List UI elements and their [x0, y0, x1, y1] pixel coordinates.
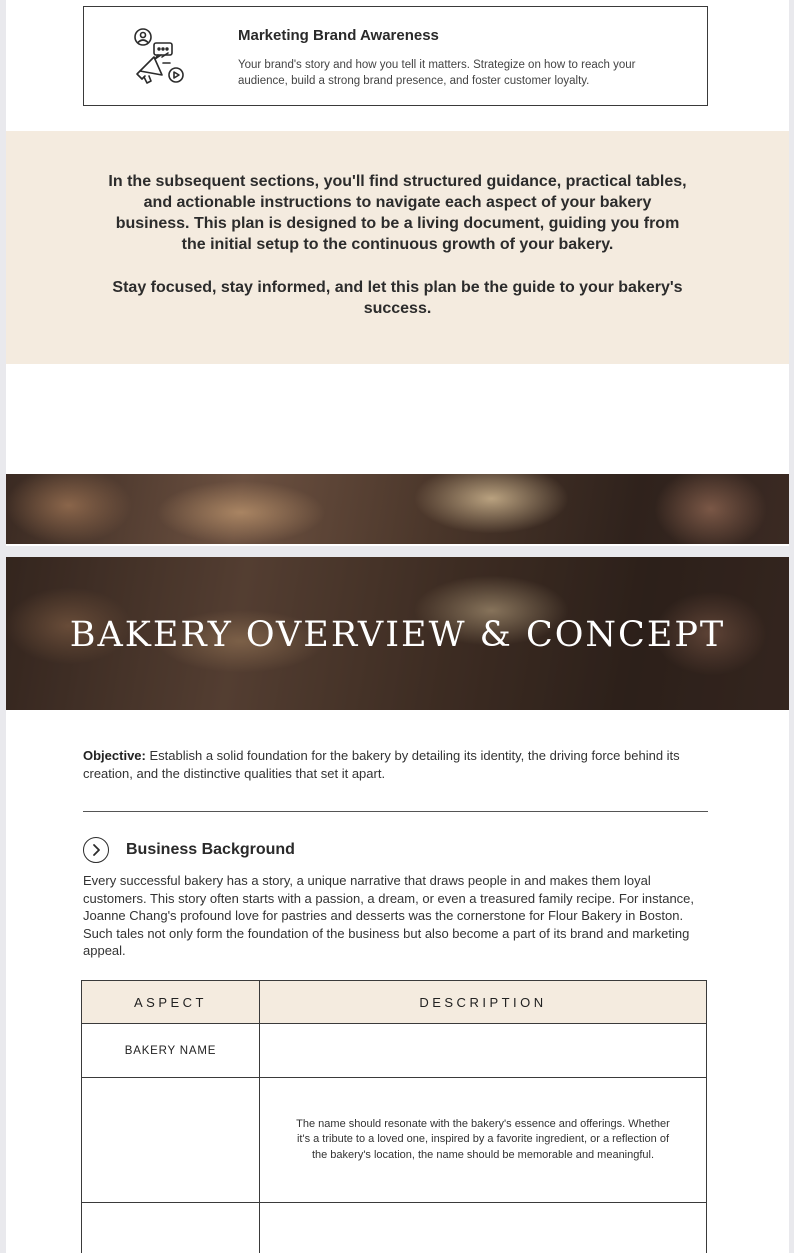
document-page-1: [6, 0, 789, 546]
column-header-description: DESCRIPTION: [260, 981, 707, 1024]
divider: [83, 811, 708, 812]
description-cell[interactable]: [260, 1024, 707, 1078]
intro-paragraph-2: Stay focused, stay informed, and let this plan be the guide to your bakery's success.: [112, 279, 683, 317]
objective-text: Establish a solid foundation for the bakery by detailing its identity, the driving force behind its creation, and the distinctive qualities that set it apart.: [83, 748, 680, 781]
column-header-aspect: ASPECT: [82, 981, 260, 1024]
marketing-brand-card: [83, 6, 708, 106]
table-row: [82, 1024, 707, 1078]
intro-paragraph-1: In the subsequent sections, you'll find structured guidance, practical tables, and actionable instructions to navigate each aspect of your bakery business. This plan is designed to be a living document, guiding you from the initial setup to the continuous growth of your bakery.: [108, 173, 687, 253]
document-page-2: [6, 557, 789, 1253]
business-background-text: Every successful bakery has a story, a unique narrative that draws people in and makes them loyal customers. This story often starts with a passion, a dream, or even a treasured family recipe. For instance, Joanne Chang's profound love for pastries and desserts was the cornerstone for Flour Bakery in Boston. Such tales not only form the foundation of the business but also become a part of its brand and marketing appeal.: [83, 873, 695, 958]
objective-paragraph: [83, 747, 683, 783]
description-cell[interactable]: [260, 1203, 707, 1253]
objective-label: Objective:: [83, 748, 146, 763]
section-title: BAKERY OVERVIEW & CONCEPT: [69, 615, 726, 655]
business-background-title: Business Background: [126, 841, 295, 858]
aspect-cell: BAKERY NAME: [82, 1024, 260, 1078]
card-description: Your brand's story and how you tell it matters. Strategize on how to reach your audience, build a strong brand presence, and foster customer loyalty.: [238, 59, 636, 87]
aspect-description-table: [81, 980, 707, 1253]
marketing-megaphone-icon: [132, 27, 192, 89]
aspect-cell[interactable]: [82, 1078, 260, 1203]
aspect-cell[interactable]: [82, 1203, 260, 1253]
section-header-image: [6, 557, 789, 710]
table-row: [82, 1203, 707, 1253]
table-header-row: [82, 981, 707, 1024]
table-row: [82, 1078, 707, 1203]
intro-banner: [6, 131, 789, 364]
bread-banner-image: [6, 474, 789, 544]
chevron-right-circle-icon: [83, 837, 109, 863]
card-title: Marketing Brand Awareness: [238, 27, 439, 44]
description-cell: The name should resonate with the bakery's essence and offerings. Whether it's a tribute to a loved one, inspired by a favorite ingredient, or a reflection of the bakery's location, the name should be memorable and meaningful.: [260, 1078, 707, 1203]
